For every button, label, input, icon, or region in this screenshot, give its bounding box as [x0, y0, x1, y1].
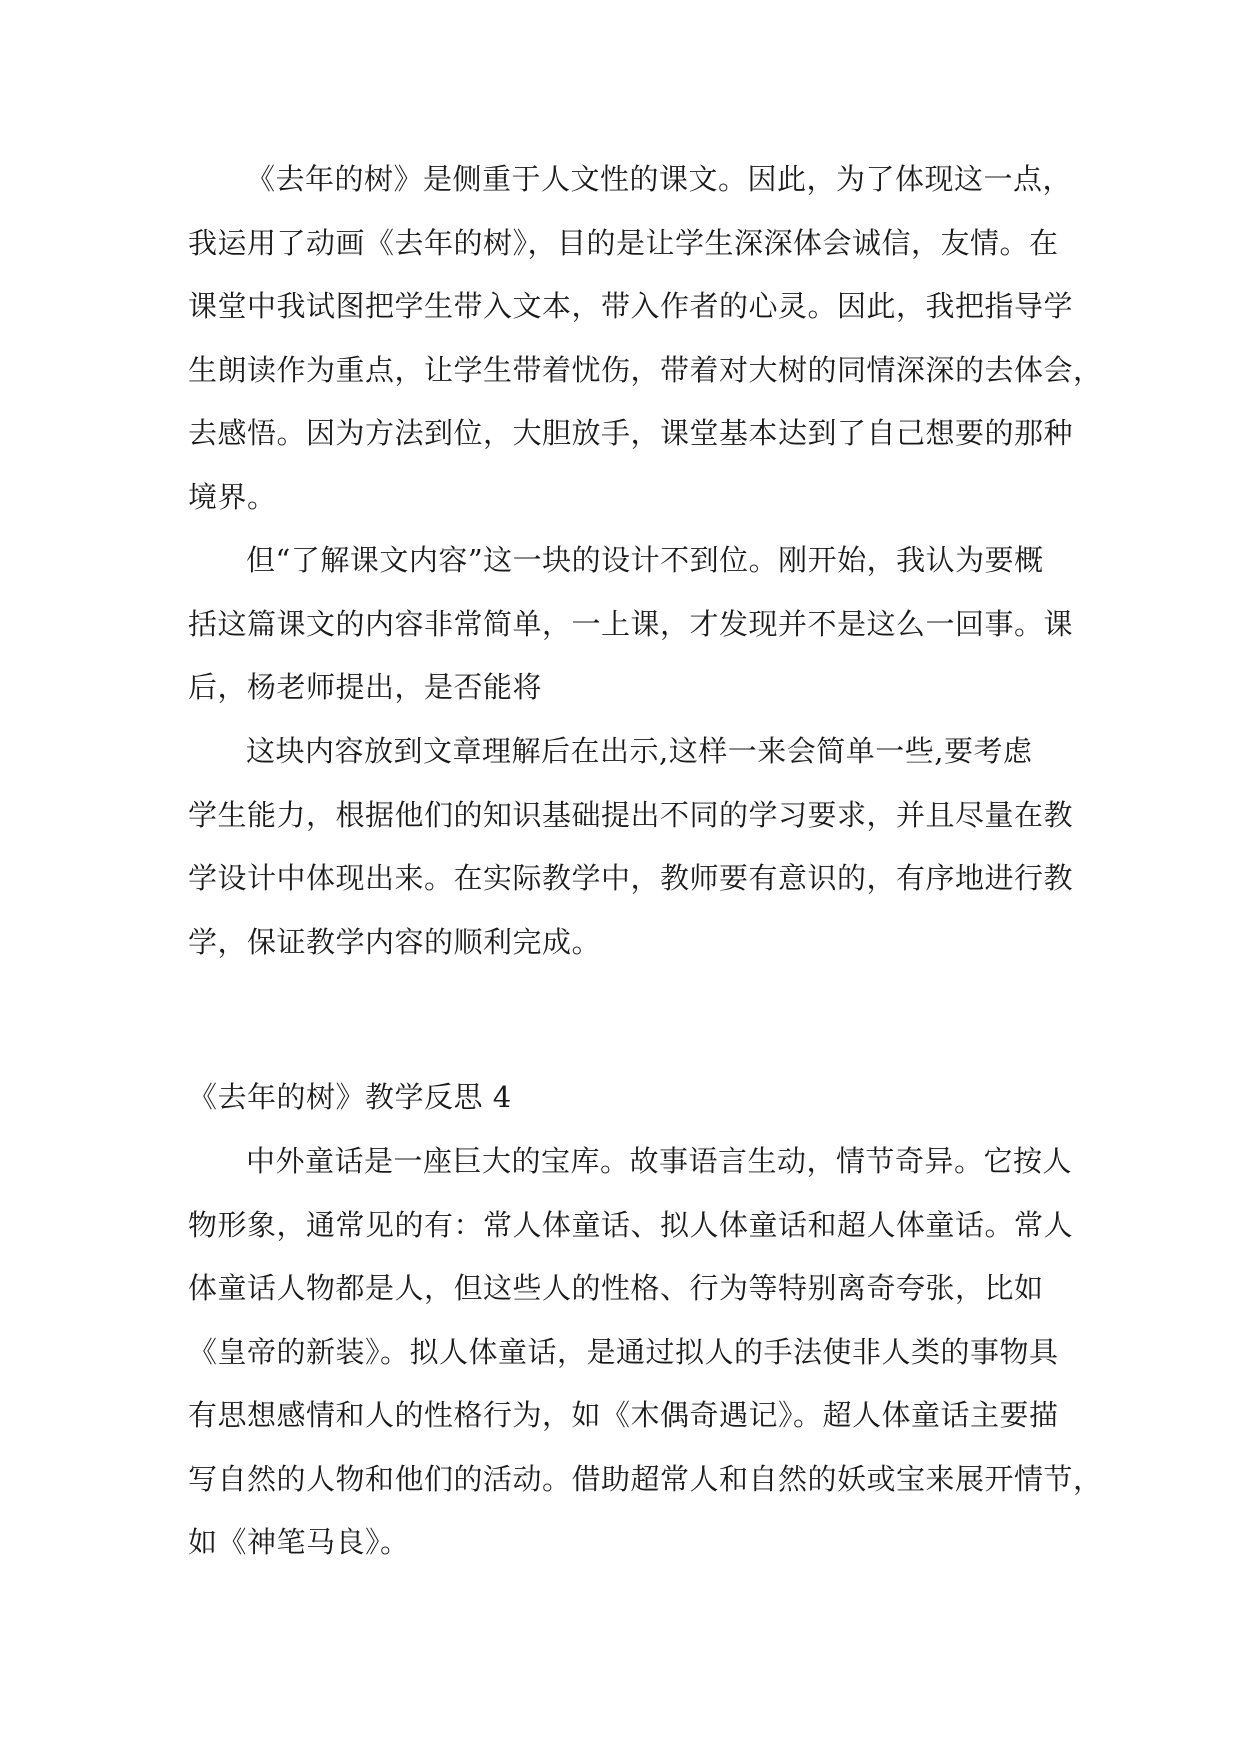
text-line: 这块内容放到文章理解后在出示,这样一来会简单一些,要考虑 [246, 734, 1033, 768]
text-line: 中外童话是一座巨大的宝库。故事语言生动，情节奇异。它按人 [246, 1144, 1073, 1178]
paragraph-4 [188, 1130, 1103, 1575]
text-line: 学生能力，根据他们的知识基础提出不同的学习要求，并且尽量在教 [188, 797, 1074, 832]
text-line: 有思想感情和人的性格行为，如《木偶奇遇记》。超人体童话主要描 [188, 1398, 1059, 1432]
text-line: 学，保证教学内容的顺利完成。 [188, 924, 602, 959]
text-line: 境界。 [188, 479, 277, 514]
text-line: 生朗读作为重点，让学生带着忧伤，带着对大树的同情深深的去体会， [188, 352, 1103, 387]
text-line: 学设计中体现出来。在实际教学中，教师要有意识的，有序地进行教 [188, 861, 1074, 895]
section-heading: 《去年的树》教学反思 4 [188, 1080, 512, 1114]
text-line: 括这篇课文的内容非常简单，一上课，才发现并不是这么一回事。课 [188, 606, 1074, 641]
text-line: 《去年的树》是侧重于人文性的课文。因此，为了体现这一点， [246, 162, 1073, 196]
text-line: 课堂中我试图把学生带入文本，带入作者的心灵。因此，我把指导学 [188, 289, 1074, 323]
text-line: 但“了解课文内容”这一块的设计不到位。刚开始，我认为要概 [246, 543, 1044, 577]
text-line: 物形象，通常见的有：常人体童话、拟人体童话和超人体童话。常人 [188, 1207, 1074, 1242]
text-line: 《皇帝的新装》。拟人体童话，是通过拟人的手法使非人类的事物具 [188, 1334, 1059, 1369]
text-line: 写自然的人物和他们的活动。借助超常人和自然的妖或宝来展开情节， [188, 1461, 1103, 1496]
paragraph-3 [188, 720, 1074, 974]
text-line: 后，杨老师提出，是否能将 [188, 670, 543, 704]
paragraph-2 [188, 529, 1074, 720]
paragraph-1 [188, 148, 1103, 529]
text-line: 我运用了动画《去年的树》，目的是让学生深深体会诚信，友情。在 [188, 225, 1059, 260]
text-line: 如《神笔马良》。 [188, 1525, 410, 1559]
text-line: 去感悟。因为方法到位，大胆放手，课堂基本达到了自己想要的那种 [188, 416, 1074, 450]
text-line: 体童话人物都是人，但这些人的性格、行为等特别离奇夸张，比如 [188, 1271, 1044, 1305]
